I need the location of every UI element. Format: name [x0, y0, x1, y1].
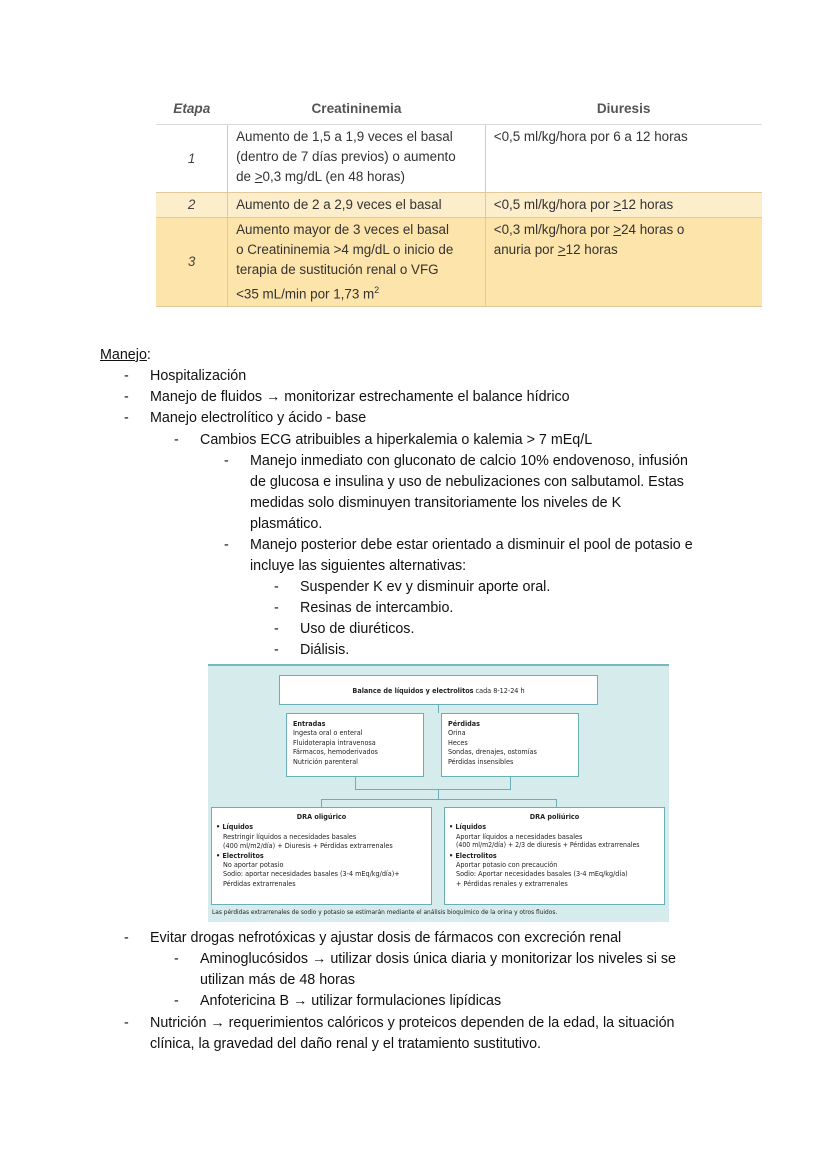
perdidas-box	[441, 713, 579, 777]
fluid-balance-figure	[208, 664, 669, 922]
text-part: de	[236, 169, 255, 184]
header-diuresis: Diuresis	[485, 94, 762, 125]
connector-line	[438, 789, 439, 799]
text-part: 24 horas o	[621, 222, 685, 237]
item-posterior-line: incluye las siguientes alternativas:	[250, 558, 467, 574]
oliguric-line: Restringir líquidos a necesidades basales	[223, 831, 357, 841]
cell-line	[236, 280, 477, 304]
bullet-dash: -	[124, 930, 129, 946]
item-inmediato-line: medidas solo disminuyen transitoriamente los niveles de K	[250, 495, 622, 511]
liquidos-title: Líquidos	[222, 822, 254, 832]
bullet-dash: -	[124, 389, 129, 405]
text-part: <0,5 ml/kg/hora por	[493, 197, 614, 212]
cell-line	[494, 220, 754, 240]
entrada-item: Ingesta oral o enteral	[293, 728, 363, 738]
bullet-dash: -	[224, 453, 229, 469]
bullet: •	[216, 850, 221, 860]
bullet-dash: -	[274, 621, 279, 637]
text-part: <0,3 ml/kg/hora por	[493, 222, 614, 237]
heading-colon: :	[146, 347, 151, 363]
bullet-dash: -	[174, 432, 179, 448]
figure-title-box	[279, 675, 598, 705]
creatinine-cell	[228, 125, 486, 193]
item-posterior-line: Manejo posterior debe estar orientado a disminuir el pool de potasio e	[250, 537, 693, 553]
perdida-item: Sondas, drenajes, ostomías	[448, 747, 537, 757]
polyuric-line: Aportar potasio con precaución	[456, 860, 558, 870]
oliguric-line: Pérdidas extrarrenales	[223, 878, 296, 888]
diuresis-cell	[485, 193, 762, 218]
connector-line	[355, 777, 356, 789]
bullet: •	[449, 822, 454, 832]
item-inmediato-line: de glucosa e insulina y uso de nebulizaciones con salbutamol. Estas	[250, 474, 684, 490]
alternativa-item: Uso de diuréticos.	[300, 621, 415, 637]
cell-line: Aumento de 1,5 a 1,9 veces el basal	[236, 129, 453, 144]
cell-line: Aumento mayor de 3 veces el basal	[236, 222, 449, 237]
bullet-dash: -	[124, 368, 129, 384]
connector-line	[438, 705, 439, 713]
polyuric-line: Aportar líquidos a necesidades basales	[456, 831, 583, 841]
gte-symbol: >	[613, 222, 622, 237]
item-nutricion-line: clínica, la gravedad del daño renal y el tratamiento sustitutivo.	[150, 1036, 542, 1052]
bullet-dash: -	[174, 993, 179, 1009]
alternativa-item: Suspender K ev y disminuir aporte oral.	[300, 579, 551, 595]
bullet-dash: -	[224, 537, 229, 553]
gte-symbol: >	[613, 197, 622, 212]
stage-number: 2	[156, 193, 228, 218]
cell-line	[236, 167, 477, 187]
alternativa-item: Diálisis.	[300, 642, 350, 658]
entradas-title: Entradas	[293, 719, 326, 728]
stage-number: 3	[156, 218, 228, 307]
stage-number: 1	[156, 125, 228, 193]
item-ecg: Cambios ECG atribuibles a hiperkalemia o kalemia > 7 mEq/L	[200, 432, 593, 448]
header-creatininemia: Creatininemia	[228, 94, 486, 125]
entrada-item: Fármacos, hemoderivados	[293, 747, 378, 757]
table-header-row	[156, 94, 762, 125]
oliguric-title: DRA oligúrico	[296, 812, 347, 821]
cell-line: (dentro de 7 días previos) o aumento	[236, 149, 456, 164]
heading-text: Manejo	[100, 347, 147, 363]
title-rest: cada 8-12-24 h	[473, 686, 525, 695]
creatinine-cell: Aumento de 2 a 2,9 veces el basal	[228, 193, 486, 218]
table-row	[156, 125, 762, 193]
bullet: •	[449, 850, 454, 860]
diuresis-cell	[485, 218, 762, 307]
text-part: anuria por	[493, 242, 558, 257]
diuresis-cell: <0,5 ml/kg/hora por 6 a 12 horas	[485, 125, 762, 193]
superscript: 2	[374, 285, 380, 295]
figure-title	[280, 686, 597, 695]
aki-staging-table	[156, 94, 762, 307]
connector-line	[355, 789, 511, 790]
bullet-dash: -	[124, 410, 129, 426]
entrada-item: Nutrición parenteral	[293, 756, 358, 766]
bullet-dash: -	[124, 1015, 129, 1031]
item-electrolitico: Manejo electrolítico y ácido - base	[150, 410, 367, 426]
bullet-dash: -	[174, 951, 179, 967]
perdida-item: Heces	[448, 737, 468, 747]
polyuric-line: + Pérdidas renales y extrarrenales	[456, 878, 568, 888]
bullet-dash: -	[274, 642, 279, 658]
perdida-item: Orina	[448, 728, 466, 738]
oliguric-line: Sodio: aportar necesidades basales (3-4 mEq/kg/día)+	[223, 869, 400, 879]
cell-line: terapia de sustitución renal o VFG	[236, 262, 439, 277]
oliguric-line: (400 ml/m2/día) + Diuresis + Pérdidas extrarrenales	[223, 841, 393, 851]
text-part: <35 mL/min por 1,73 m	[236, 286, 375, 302]
electrolitos-title: Electrolitos	[222, 850, 264, 860]
text-part: 12 horas	[565, 242, 618, 257]
gte-symbol: >	[557, 242, 566, 257]
polyuric-title: DRA poliúrico	[529, 812, 580, 821]
item-anfotericina: Anfotericina B → utilizar formulaciones lipídicas	[200, 993, 502, 1009]
connector-line	[321, 799, 322, 807]
item-drogas: Evitar drogas nefrotóxicas y ajustar dosis de fármacos con excreción renal	[150, 930, 622, 946]
polyuric-line: (400 ml/m2/día) + 2/3 de diuresis + Pérdidas extrarrenales	[456, 841, 640, 850]
title-bold: Balance de líquidos y electrolitos	[352, 686, 474, 695]
text-part: 12 horas	[621, 197, 674, 212]
gte-symbol: >	[254, 169, 263, 184]
bullet-dash: -	[274, 579, 279, 595]
electrolitos-title: Electrolitos	[455, 850, 497, 860]
item-inmediato-line: plasmático.	[250, 516, 323, 532]
item-inmediato-line: Manejo inmediato con gluconato de calcio 10% endovenoso, infusión	[250, 453, 688, 469]
connector-line	[510, 777, 511, 789]
liquidos-title: Líquidos	[455, 822, 487, 832]
connector-line	[556, 799, 557, 807]
item-nutricion-line: Nutrición → requerimientos calóricos y proteicos dependen de la edad, la situación	[150, 1015, 675, 1031]
perdidas-title: Pérdidas	[448, 719, 480, 728]
polyuric-line: Sodio: Aportar necesidades basales (3-4 mEq/kg/día)	[456, 869, 628, 879]
item-hospitalizacion: Hospitalización	[150, 368, 247, 384]
figure-footnote: Las pérdidas extrarrenales de sodio y potasio se estimarán mediante el análisis bioquímico de la orina y otros fluidos.	[212, 908, 558, 916]
polyuric-box	[444, 807, 665, 905]
oliguric-line: No aportar potasio	[223, 860, 284, 870]
perdida-item: Pérdidas insensibles	[448, 756, 514, 766]
oliguric-box	[211, 807, 432, 905]
table-row	[156, 193, 762, 218]
alternativa-item: Resinas de intercambio.	[300, 600, 454, 616]
connector-line	[321, 799, 556, 800]
header-etapa: Etapa	[156, 94, 228, 125]
item-aminoglucosidos-line: utilizan más de 48 horas	[200, 972, 355, 988]
creatinine-cell	[228, 218, 486, 307]
entradas-box	[286, 713, 424, 777]
table-row	[156, 218, 762, 307]
cell-line	[494, 240, 754, 260]
cell-line: o Creatininemia >4 mg/dL o inicio de	[236, 242, 454, 257]
entrada-item: Fluidoterapia intravenosa	[293, 737, 376, 747]
text-part: 0,3 mg/dL (en 48 horas)	[262, 169, 405, 184]
item-aminoglucosidos-line: Aminoglucósidos → utilizar dosis única diaria y monitorizar los niveles si se	[200, 951, 676, 967]
item-fluidos: Manejo de fluidos → monitorizar estrechamente el balance hídrico	[150, 389, 570, 405]
manejo-heading	[100, 345, 151, 366]
bullet: •	[216, 822, 221, 832]
bullet-dash: -	[274, 600, 279, 616]
